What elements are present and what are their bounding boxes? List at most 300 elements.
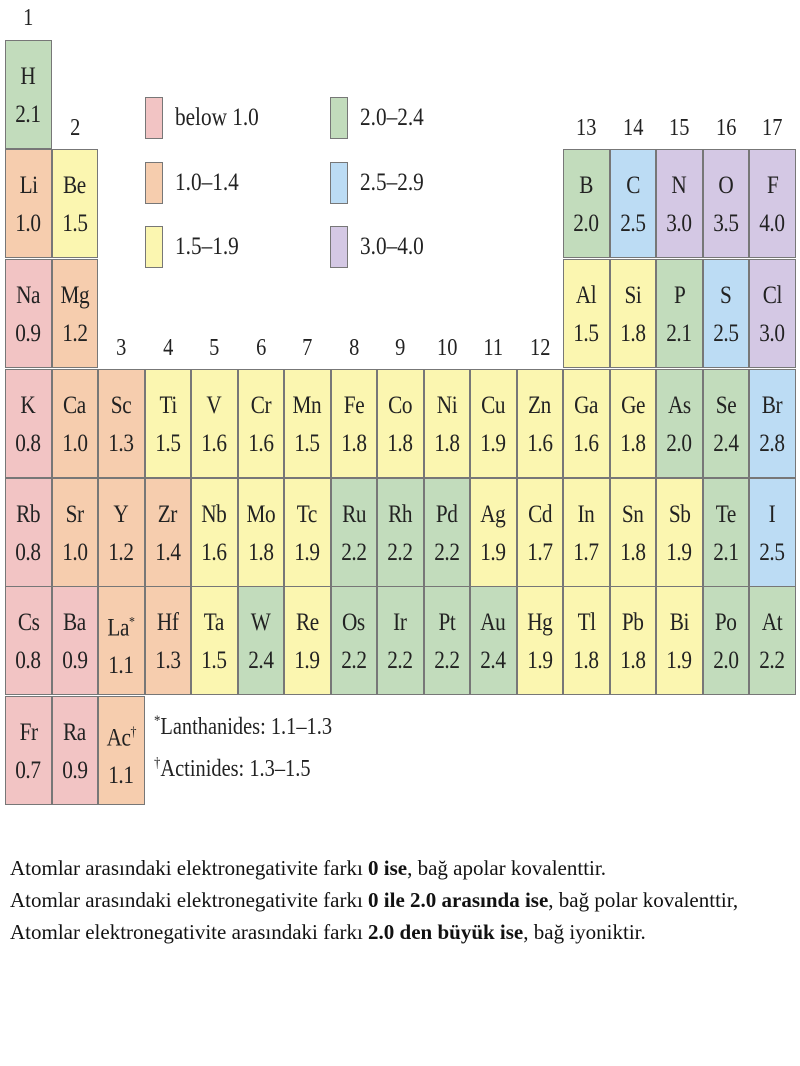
element-cell-p xyxy=(656,259,703,368)
element-symbol xyxy=(481,609,506,637)
electronegativity-value: 1.8 xyxy=(573,647,599,674)
electronegativity-value: 1.6 xyxy=(573,430,599,457)
electronegativity-value: 1.9 xyxy=(527,647,553,674)
element-cell-te xyxy=(703,478,750,587)
symbol-text: Rb xyxy=(16,501,41,528)
electronegativity-value: 1.8 xyxy=(620,320,646,347)
group-number: 15 xyxy=(669,115,690,141)
asterisk-mark: * xyxy=(154,713,161,729)
element-symbol xyxy=(159,392,176,420)
element-symbol xyxy=(107,719,136,752)
electronegativity-value: 2.2 xyxy=(341,647,367,674)
element-cell-ta xyxy=(191,586,238,695)
electronegativity-value: 3.0 xyxy=(666,210,692,237)
legend-label: 1.5–1.9 xyxy=(175,233,239,260)
electronegativity-value: 1.7 xyxy=(527,539,553,566)
actinides-text: Actinides: 1.3–1.5 xyxy=(160,756,311,782)
element-symbol xyxy=(578,501,595,529)
legend-label: below 1.0 xyxy=(175,104,259,131)
symbol-text: Ra xyxy=(63,719,87,746)
electronegativity-value: 1.9 xyxy=(480,430,506,457)
electronegativity-value: 0.8 xyxy=(15,647,41,674)
element-cell-sr xyxy=(52,478,99,587)
legend-item-3-0-4-0 xyxy=(330,226,435,268)
symbol-text: Te xyxy=(715,501,736,528)
element-symbol xyxy=(626,172,640,200)
element-symbol xyxy=(21,392,36,420)
element-cell-s xyxy=(703,259,750,368)
symbol-text: B xyxy=(579,172,594,199)
symbol-text: Fr xyxy=(19,719,38,746)
electronegativity-value: 2.2 xyxy=(434,647,460,674)
element-symbol xyxy=(763,282,782,310)
electronegativity-value: 2.1 xyxy=(666,320,692,347)
element-cell-c xyxy=(610,149,657,258)
group-number: 5 xyxy=(209,335,220,361)
element-cell-ca xyxy=(52,369,99,478)
electronegativity-value: 1.3 xyxy=(155,647,181,674)
symbol-text: Cd xyxy=(527,501,552,528)
element-symbol xyxy=(624,282,641,310)
element-symbol xyxy=(716,392,736,420)
element-cell-ge xyxy=(610,369,657,478)
explanation-text xyxy=(10,852,790,948)
symbol-text: Mo xyxy=(246,501,276,528)
electronegativity-value: 2.0 xyxy=(713,647,739,674)
group-number: 10 xyxy=(436,335,457,361)
bold-span: 2.0 den büyük ise xyxy=(368,920,524,944)
electronegativity-value: 2.2 xyxy=(759,647,785,674)
group-number: 1 xyxy=(23,5,34,31)
element-symbol xyxy=(251,392,271,420)
electronegativity-value: 2.2 xyxy=(434,539,460,566)
electronegativity-value: 1.6 xyxy=(527,430,553,457)
bold-span: 0 ile 2.0 arasında ise xyxy=(368,888,549,912)
element-cell-pt xyxy=(424,586,471,695)
element-cell-ac xyxy=(98,696,145,805)
element-symbol xyxy=(574,392,598,420)
symbol-text: At xyxy=(762,609,783,636)
element-cell-o xyxy=(703,149,750,258)
electronegativity-value: 3.0 xyxy=(759,320,785,347)
electronegativity-value: 2.2 xyxy=(341,539,367,566)
element-symbol xyxy=(577,609,595,637)
symbol-text: Cr xyxy=(250,392,271,419)
symbol-text: H xyxy=(20,63,36,90)
element-cell-cr xyxy=(238,369,285,478)
element-cell-fr xyxy=(5,696,52,805)
legend-swatch xyxy=(145,226,163,268)
symbol-text: Li xyxy=(19,172,38,199)
electronegativity-value: 1.9 xyxy=(666,539,692,566)
element-cell-ga xyxy=(563,369,610,478)
element-cell-tc xyxy=(284,478,331,587)
electronegativity-value: 1.8 xyxy=(620,430,646,457)
element-symbol xyxy=(622,609,644,637)
electronegativity-value: 2.4 xyxy=(480,647,506,674)
element-cell-sb xyxy=(656,478,703,587)
element-symbol xyxy=(246,501,275,529)
symbol-text: Bi xyxy=(669,609,689,636)
lanthanides-text: Lanthanides: 1.1–1.3 xyxy=(160,714,333,740)
electronegativity-value: 1.9 xyxy=(480,539,506,566)
symbol-text: Br xyxy=(762,392,783,419)
element-symbol xyxy=(202,501,227,529)
element-symbol xyxy=(668,392,691,420)
element-symbol xyxy=(670,609,689,637)
paragraph-polar xyxy=(10,884,790,916)
element-cell-hf xyxy=(145,586,192,695)
element-symbol xyxy=(527,609,552,637)
symbol-text: Ir xyxy=(393,609,407,636)
element-cell-si xyxy=(610,259,657,368)
element-symbol xyxy=(63,609,86,637)
element-cell-n xyxy=(656,149,703,258)
electronegativity-value: 1.8 xyxy=(341,430,367,457)
legend-label: 2.0–2.4 xyxy=(360,104,424,131)
electronegativity-value: 1.9 xyxy=(294,647,320,674)
symbol-text: Y xyxy=(113,501,129,528)
element-symbol xyxy=(762,392,782,420)
symbol-text: I xyxy=(768,501,776,528)
electronegativity-value: 1.0 xyxy=(62,539,88,566)
text-span: , bağ polar kovalenttir, xyxy=(548,888,739,912)
symbol-text: In xyxy=(577,501,595,528)
element-cell-os xyxy=(331,586,378,695)
element-symbol xyxy=(19,172,37,200)
electronegativity-value: 4.0 xyxy=(759,210,785,237)
element-cell-cd xyxy=(517,478,564,587)
symbol-text: La xyxy=(107,614,130,642)
group-number: 4 xyxy=(162,335,173,361)
element-cell-k xyxy=(5,369,52,478)
electronegativity-value: 1.5 xyxy=(573,320,599,347)
symbol-text: Se xyxy=(715,392,736,419)
element-cell-re xyxy=(284,586,331,695)
element-symbol xyxy=(63,392,86,420)
symbol-text: Hf xyxy=(156,609,179,636)
element-symbol xyxy=(293,392,322,420)
symbol-text: Ag xyxy=(480,501,506,528)
element-cell-f xyxy=(749,149,796,258)
element-symbol xyxy=(481,501,506,529)
symbol-text: Tl xyxy=(577,609,596,636)
electronegativity-value: 2.2 xyxy=(387,647,413,674)
element-symbol xyxy=(204,609,224,637)
symbol-text: K xyxy=(20,392,36,419)
element-cell-ni xyxy=(424,369,471,478)
legend-label: 3.0–4.0 xyxy=(360,233,424,260)
element-cell-sn xyxy=(610,478,657,587)
element-symbol xyxy=(111,392,131,420)
symbol-text: Mg xyxy=(60,282,90,309)
group-number: 16 xyxy=(715,115,736,141)
electronegativity-value: 0.7 xyxy=(15,757,41,784)
electronegativity-value: 2.5 xyxy=(620,210,646,237)
group-number: 14 xyxy=(622,115,643,141)
element-cell-v xyxy=(191,369,238,478)
element-symbol xyxy=(207,392,222,420)
paragraph-apolar xyxy=(10,852,790,884)
element-symbol xyxy=(297,501,317,529)
group-number: 6 xyxy=(255,335,266,361)
symbol-text: Ni xyxy=(436,392,457,419)
element-symbol xyxy=(342,501,366,529)
element-symbol xyxy=(762,609,782,637)
element-symbol xyxy=(720,282,731,310)
element-cell-na xyxy=(5,259,52,368)
element-cell-cs xyxy=(5,586,52,695)
symbol-text: Na xyxy=(16,282,41,309)
element-symbol xyxy=(528,501,552,529)
element-cell-fe xyxy=(331,369,378,478)
symbol-text: Ac xyxy=(106,724,131,752)
symbol-text: Cl xyxy=(762,282,782,309)
legend-item-2-5-2-9 xyxy=(330,162,435,204)
symbol-text: P xyxy=(673,282,685,309)
symbol-text: N xyxy=(671,172,687,199)
element-symbol xyxy=(63,172,86,200)
electronegativity-value: 1.5 xyxy=(155,430,181,457)
element-symbol xyxy=(296,609,319,637)
element-cell-y xyxy=(98,478,145,587)
electronegativity-value: 2.0 xyxy=(573,210,599,237)
element-symbol xyxy=(672,172,687,200)
element-symbol xyxy=(767,172,778,200)
actinides-footnote xyxy=(154,755,311,783)
element-symbol xyxy=(388,501,412,529)
electronegativity-value: 1.5 xyxy=(201,647,227,674)
symbol-text: Ca xyxy=(63,392,87,419)
element-cell-mn xyxy=(284,369,331,478)
electronegativity-value: 1.8 xyxy=(248,539,274,566)
bold-span: 0 ise xyxy=(368,856,408,880)
symbol-text: Po xyxy=(714,609,737,636)
legend-swatch xyxy=(330,162,348,204)
group-number: 13 xyxy=(576,115,597,141)
element-symbol xyxy=(481,392,505,420)
element-cell-zn xyxy=(517,369,564,478)
element-symbol xyxy=(344,392,364,420)
element-cell-ir xyxy=(377,586,424,695)
element-symbol xyxy=(60,282,89,310)
symbol-text: As xyxy=(667,392,691,419)
electronegativity-value: 1.9 xyxy=(294,539,320,566)
element-cell-pd xyxy=(424,478,471,587)
electronegativity-value: 1.1 xyxy=(108,652,134,680)
symbol-mark: † xyxy=(130,725,136,740)
electronegativity-value: 1.1 xyxy=(108,762,134,790)
symbol-text: Nb xyxy=(201,501,227,528)
element-symbol xyxy=(718,172,733,200)
group-number: 2 xyxy=(69,115,80,141)
symbol-text: V xyxy=(206,392,222,419)
element-symbol xyxy=(63,719,86,747)
electronegativity-value: 1.5 xyxy=(294,430,320,457)
electronegativity-value: 1.2 xyxy=(62,320,88,347)
symbol-text: Zn xyxy=(528,392,552,419)
element-cell-nb xyxy=(191,478,238,587)
electronegativity-value: 1.3 xyxy=(108,430,134,457)
element-cell-w xyxy=(238,586,285,695)
group-number: 9 xyxy=(395,335,406,361)
symbol-text: Pt xyxy=(438,609,456,636)
electronegativity-value: 3.5 xyxy=(713,210,739,237)
legend-item-1-0-1-4 xyxy=(145,162,250,204)
text-span: Atomlar arasındaki elektronegativite farkı xyxy=(10,856,369,880)
element-cell-mo xyxy=(238,478,285,587)
symbol-text: Co xyxy=(388,392,413,419)
element-cell-in xyxy=(563,478,610,587)
element-cell-rb xyxy=(5,478,52,587)
symbol-text: Ge xyxy=(620,392,645,419)
element-symbol xyxy=(622,501,644,529)
element-cell-tl xyxy=(563,586,610,695)
element-symbol xyxy=(668,501,690,529)
symbol-text: Os xyxy=(342,609,366,636)
legend-item-below-1-0 xyxy=(145,97,274,139)
text-span: Atomlar arasındaki elektronegativite farkı xyxy=(10,888,369,912)
element-symbol xyxy=(621,392,645,420)
symbol-text: Re xyxy=(295,609,319,636)
electronegativity-value: 1.6 xyxy=(248,430,274,457)
legend-swatch xyxy=(145,97,163,139)
element-symbol xyxy=(715,609,737,637)
electronegativity-value: 2.5 xyxy=(759,539,785,566)
element-cell-al xyxy=(563,259,610,368)
element-symbol xyxy=(342,609,365,637)
electronegativity-value: 1.0 xyxy=(62,430,88,457)
symbol-text: Ga xyxy=(574,392,599,419)
element-symbol xyxy=(394,609,407,637)
legend-swatch xyxy=(330,226,348,268)
legend-label: 1.0–1.4 xyxy=(175,169,239,196)
dagger-mark: † xyxy=(154,755,161,771)
element-cell-se xyxy=(703,369,750,478)
symbol-text: Ti xyxy=(159,392,177,419)
electronegativity-value: 1.9 xyxy=(666,647,692,674)
symbol-text: Si xyxy=(624,282,642,309)
element-symbol xyxy=(17,609,39,637)
element-cell-as xyxy=(656,369,703,478)
symbol-text: Ta xyxy=(204,609,225,636)
element-cell-bi xyxy=(656,586,703,695)
electronegativity-value: 2.8 xyxy=(759,430,785,457)
element-symbol xyxy=(108,609,135,642)
symbol-text: Rh xyxy=(388,501,413,528)
element-symbol xyxy=(21,63,36,91)
element-symbol xyxy=(528,392,551,420)
symbol-mark: * xyxy=(129,615,135,630)
lanthanides-footnote xyxy=(154,713,332,741)
legend-item-2-0-2-4 xyxy=(330,97,435,139)
element-symbol xyxy=(16,501,40,529)
element-symbol xyxy=(114,501,129,529)
electronegativity-value: 2.5 xyxy=(713,320,739,347)
symbol-text: Mn xyxy=(292,392,322,419)
electronegativity-value: 0.9 xyxy=(62,757,88,784)
electronegativity-value: 1.8 xyxy=(620,647,646,674)
symbol-text: Al xyxy=(576,282,597,309)
symbol-text: Cs xyxy=(17,609,40,636)
electronegativity-value: 1.4 xyxy=(155,539,181,566)
electronegativity-value: 1.8 xyxy=(387,430,413,457)
electronegativity-value: 1.6 xyxy=(201,430,227,457)
element-cell-ru xyxy=(331,478,378,587)
element-cell-pb xyxy=(610,586,657,695)
element-cell-li xyxy=(5,149,52,258)
text-span: , bağ iyoniktir. xyxy=(523,920,646,944)
element-symbol xyxy=(716,501,736,529)
element-symbol xyxy=(19,719,37,747)
electronegativity-value: 2.0 xyxy=(666,430,692,457)
electronegativity-value: 2.4 xyxy=(713,430,739,457)
element-cell-cl xyxy=(749,259,796,368)
element-symbol xyxy=(157,609,179,637)
element-symbol xyxy=(438,609,455,637)
symbol-text: F xyxy=(766,172,778,199)
symbol-text: Ru xyxy=(341,501,366,528)
symbol-text: Hg xyxy=(527,609,553,636)
electronegativity-value: 1.0 xyxy=(15,210,41,237)
element-cell-h xyxy=(5,40,52,149)
element-symbol xyxy=(66,501,84,529)
element-cell-cu xyxy=(470,369,517,478)
element-symbol xyxy=(251,609,271,637)
symbol-text: Zr xyxy=(158,501,178,528)
element-symbol xyxy=(769,501,776,529)
symbol-text: S xyxy=(720,282,732,309)
element-cell-i xyxy=(749,478,796,587)
symbol-text: Ba xyxy=(63,609,87,636)
element-cell-hg xyxy=(517,586,564,695)
text-span: , bağ apolar kovalenttir. xyxy=(407,856,606,880)
element-symbol xyxy=(576,282,596,310)
symbol-text: Sr xyxy=(65,501,84,528)
symbol-text: W xyxy=(250,609,271,636)
electronegativity-value: 1.5 xyxy=(62,210,88,237)
electronegativity-value: 1.8 xyxy=(620,539,646,566)
electronegativity-value: 0.9 xyxy=(62,647,88,674)
electronegativity-value: 0.8 xyxy=(15,539,41,566)
legend-item-1-5-1-9 xyxy=(145,226,250,268)
electronegativity-value: 1.8 xyxy=(434,430,460,457)
electronegativity-value: 0.8 xyxy=(15,430,41,457)
group-number: 8 xyxy=(348,335,359,361)
symbol-text: Sb xyxy=(668,501,691,528)
symbol-text: Pb xyxy=(621,609,644,636)
symbol-text: O xyxy=(718,172,734,199)
element-cell-la xyxy=(98,586,145,695)
group-number: 17 xyxy=(762,115,783,141)
group-number: 3 xyxy=(116,335,127,361)
element-cell-br xyxy=(749,369,796,478)
electronegativity-value: 2.4 xyxy=(248,647,274,674)
electronegativity-value: 2.1 xyxy=(713,539,739,566)
element-symbol xyxy=(674,282,685,310)
symbol-text: Sc xyxy=(111,392,132,419)
element-symbol xyxy=(437,392,457,420)
element-cell-ag xyxy=(470,478,517,587)
symbol-text: C xyxy=(625,172,640,199)
element-cell-co xyxy=(377,369,424,478)
electronegativity-value: 1.7 xyxy=(573,539,599,566)
element-symbol xyxy=(436,501,458,529)
symbol-text: Fe xyxy=(343,392,364,419)
element-cell-at xyxy=(749,586,796,695)
electronegativity-value: 0.9 xyxy=(15,320,41,347)
element-symbol xyxy=(158,501,177,529)
